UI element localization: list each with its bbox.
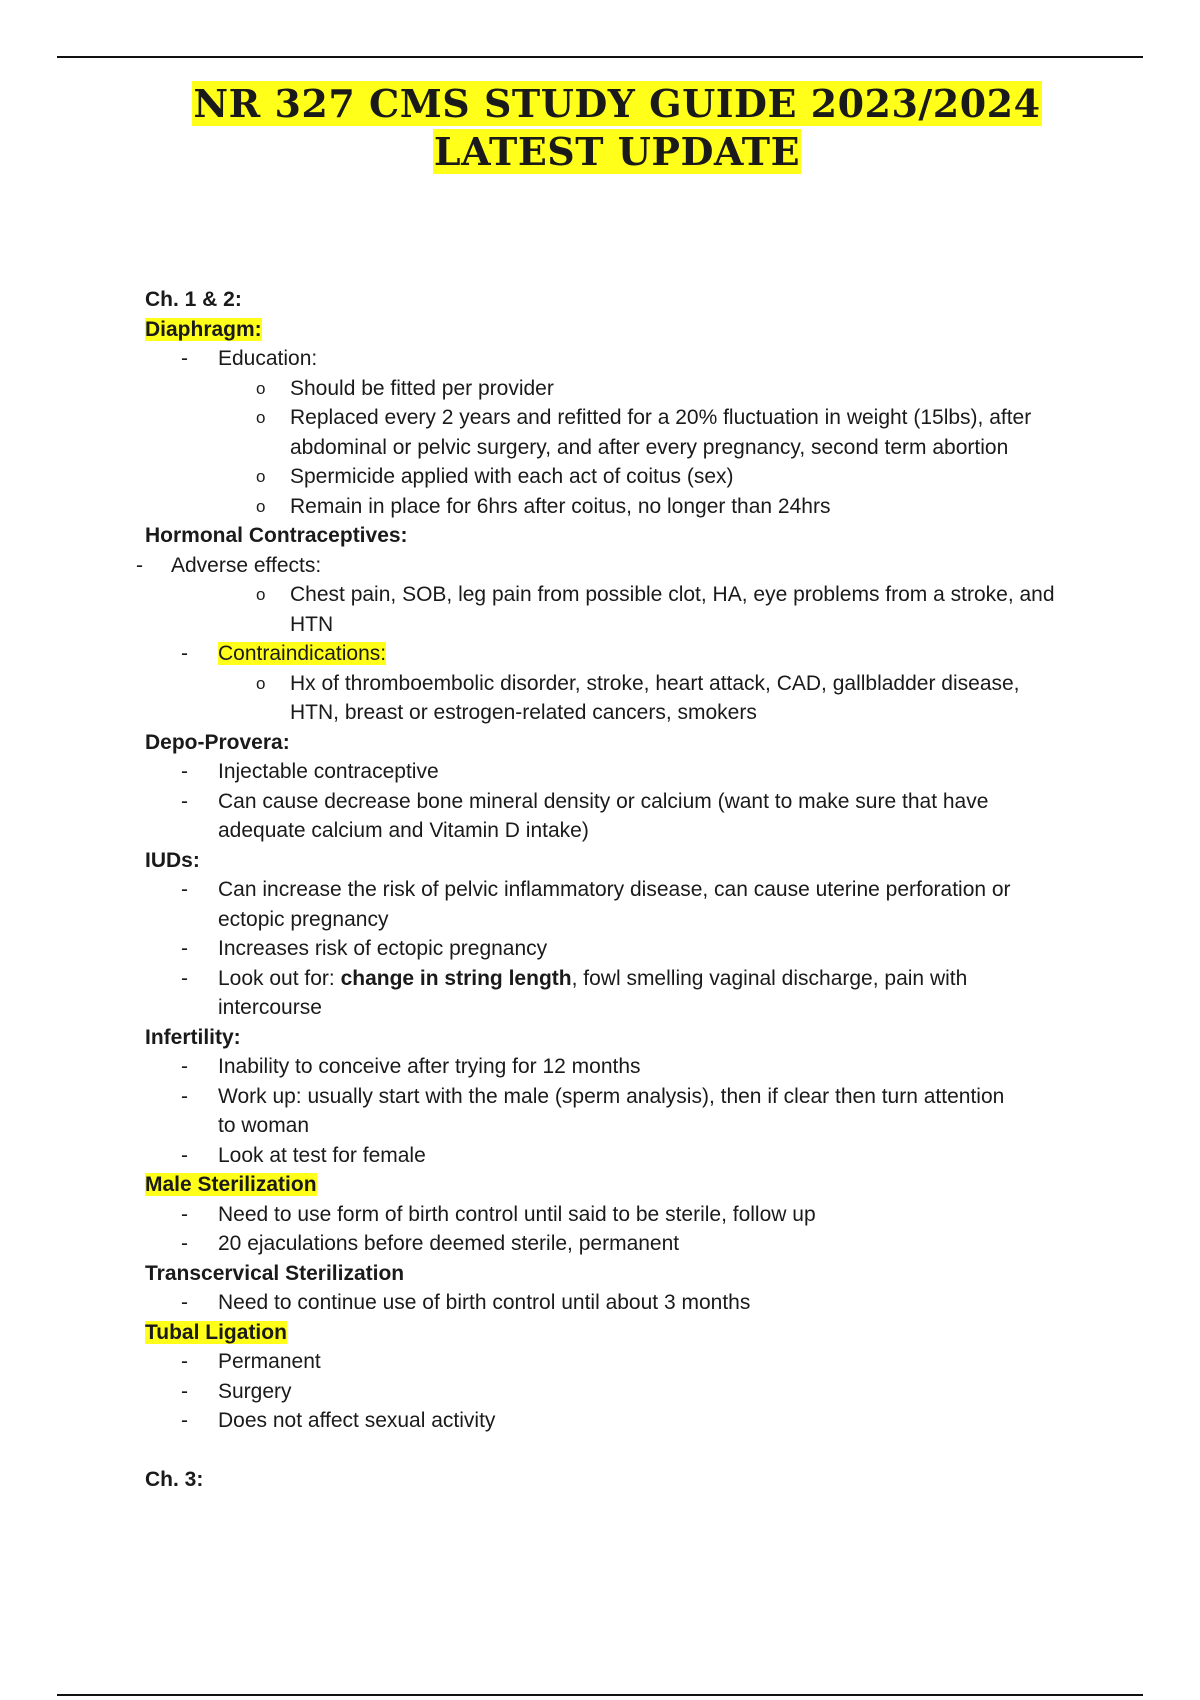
list-item: - Need to continue use of birth control until about 3 months: [181, 1291, 751, 1314]
list-item: - Increases risk of ectopic pregnancy: [181, 937, 548, 960]
list-item: - Surgery: [181, 1379, 292, 1403]
list-item: - Permanent: [181, 1350, 321, 1373]
list-item: o Spermicide applied with each act of coitus (sex): [256, 465, 734, 488]
list-item-continuation: ectopic pregnancy: [218, 907, 389, 931]
list-item: - Contraindications:: [181, 642, 387, 665]
list-item: - Need to use form of birth control until said to be sterile, follow up: [181, 1202, 816, 1226]
section-heading-ch12: Ch. 1 & 2:: [145, 288, 242, 311]
document-title: [0, 80, 1200, 176]
section-heading-hormonal: Hormonal Contraceptives:: [145, 524, 408, 547]
list-item: - Adverse effects:: [136, 553, 322, 577]
list-item: o Replaced every 2 years and refitted for a 20% fluctuation in weight (15lbs), after: [256, 406, 1032, 429]
section-heading-ch3: Ch. 3:: [145, 1468, 204, 1491]
list-item-continuation: adequate calcium and Vitamin D intake): [218, 819, 589, 842]
section-heading-depo: Depo-Provera:: [145, 730, 290, 754]
title-line-2: LATEST UPDATE: [433, 129, 801, 174]
list-item: o Remain in place for 6hrs after coitus, no longer than 24hrs: [256, 494, 831, 518]
list-item: - Can cause decrease bone mineral density or calcium (want to make sure that have: [181, 789, 989, 813]
list-item: - Look at test for female: [181, 1143, 426, 1167]
list-item: o Hx of thromboembolic disorder, stroke, heart attack, CAD, gallbladder disease,: [256, 671, 1020, 695]
list-item: - Injectable contraceptive: [181, 760, 439, 783]
list-item: - 20 ejaculations before deemed sterile, permanent: [181, 1232, 680, 1255]
list-item-continuation: to woman: [218, 1114, 310, 1137]
title-line-1: NR 327 CMS STUDY GUIDE 2023/2024: [193, 81, 1041, 126]
list-item: - Education:: [181, 347, 318, 370]
section-heading-transcervical: Transcervical Sterilization: [145, 1261, 405, 1285]
list-item-continuation: HTN, breast or estrogen-related cancers, smokers: [290, 701, 757, 724]
list-item-continuation: abdominal or pelvic surgery, and after every pregnancy, second term abortion: [290, 435, 1009, 459]
section-heading-tubal: Tubal Ligation: [145, 1320, 287, 1344]
list-item: - Does not affect sexual activity: [181, 1409, 496, 1432]
section-heading-diaphragm: Diaphragm:: [145, 317, 262, 341]
list-item: - Inability to conceive after trying for 12 months: [181, 1055, 641, 1078]
document-body: [136, 285, 1145, 1495]
list-item: o Chest pain, SOB, leg pain from possible clot, HA, eye problems from a stroke, and: [256, 583, 1055, 606]
contraindications-label: Contraindications:: [218, 642, 387, 665]
list-item: - Work up: usually start with the male (sperm analysis), then if clear then turn attention: [181, 1084, 1005, 1108]
section-heading-infertility: Infertility:: [145, 1025, 241, 1049]
list-item: - Can increase the risk of pelvic inflammatory disease, can cause uterine perforation or: [181, 878, 1011, 901]
list-item: o Should be fitted per provider: [256, 376, 554, 400]
top-rule: [57, 56, 1143, 58]
section-heading-iuds: IUDs:: [145, 848, 200, 872]
list-item-continuation: intercourse: [218, 996, 322, 1019]
list-item-continuation: HTN: [290, 612, 334, 636]
bottom-rule: [57, 1694, 1143, 1696]
list-item: - Look out for: change in string length, fowl smelling vaginal discharge, pain with: [181, 966, 968, 990]
section-heading-male-sterilization: Male Sterilization: [145, 1173, 317, 1196]
